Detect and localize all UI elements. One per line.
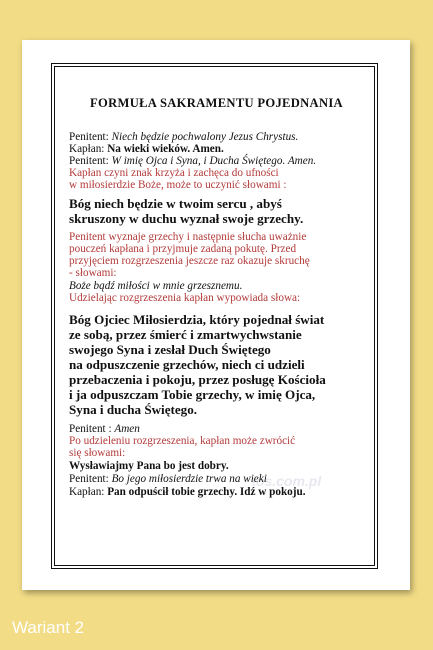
rubric-4-line-2: się słowami: — [69, 447, 126, 459]
absolution-line-3: swojego Syna i zesłał Duch Świętego — [69, 342, 271, 357]
penitent-sign-of-cross: Penitent: W imię Ojca i Syna, i Ducha Świętego. Amen. — [69, 155, 317, 167]
rubric-4-line-1: Po udzieleniu rozgrzeszenia, kapłan może zwrócić — [69, 435, 296, 447]
absolution-line-4: na odpuszczenie grzechów, niech ci udzieli — [69, 357, 305, 372]
rubric-1-line-2: w miłosierdzie Boże, może to uczynić słowami : — [69, 179, 287, 191]
rubric-3: Udzielając rozgrzeszenia kapłan wypowiada słowa: — [69, 292, 301, 304]
penitent-greeting: Penitent: Niech będzie pochwalony Jezus Chrystus. — [69, 131, 299, 143]
penitent-final-response: Penitent: Bo jego miłosierdzie trwa na wieki — [69, 473, 267, 485]
variant-label: Wariant 2 — [12, 618, 85, 637]
absolution-line-1: Bóg Ojciec Miłosierdzia, który pojednał świat — [69, 312, 325, 327]
absolution-line-6: i ja odpuszczam Tobie grzechy, w imię Ojca, — [69, 387, 316, 402]
rubric-2-line-1: Penitent wyznaje grzechy i następnie słucha uważnie — [69, 231, 307, 243]
rubric-2-line-2: pouczeń kapłana i przyjmuje zadaną pokutę. Przed — [69, 243, 297, 255]
rubric-1-line-1: Kapłan czyni znak krzyża i zachęca do ufności — [69, 167, 279, 179]
watermark: los.com.pl — [252, 473, 322, 489]
priest-response: Kapłan: Na wieki wieków. Amen. — [69, 143, 224, 155]
blessing-line-1: Bóg niech będzie w twoim sercu , abyś — [69, 196, 282, 211]
absolution-line-2: ze sobą, przez śmierć i zmartwychwstanie — [69, 327, 302, 342]
card-title: FORMUŁA SAKRAMENTU POJEDNANIA — [90, 96, 343, 110]
prayer-card — [22, 40, 410, 590]
blessing-line-2: skruszony w duchu wyznał swoje grzechy. — [69, 211, 304, 226]
contrition-prayer: Boże bądź miłości w mnie grzesznemu. — [69, 280, 243, 292]
priest-dismissal: Kapłan: Pan odpuścił tobie grzechy. Idź w pokoju. — [69, 486, 306, 498]
praise-line: Wysławiajmy Pana bo jest dobry. — [69, 460, 229, 472]
absolution-line-7: Syna i ducha Świętego. — [69, 402, 198, 417]
absolution-line-5: przebaczenia i pokoju, przez posługę Kościoła — [69, 372, 326, 387]
rubric-2-line-3: przyjęciem rozgrzeszenia jeszcze raz okazuje skruchę — [69, 255, 310, 267]
rubric-2-line-4: - słowami: — [69, 267, 117, 279]
penitent-amen: Penitent : Amen — [69, 423, 140, 435]
